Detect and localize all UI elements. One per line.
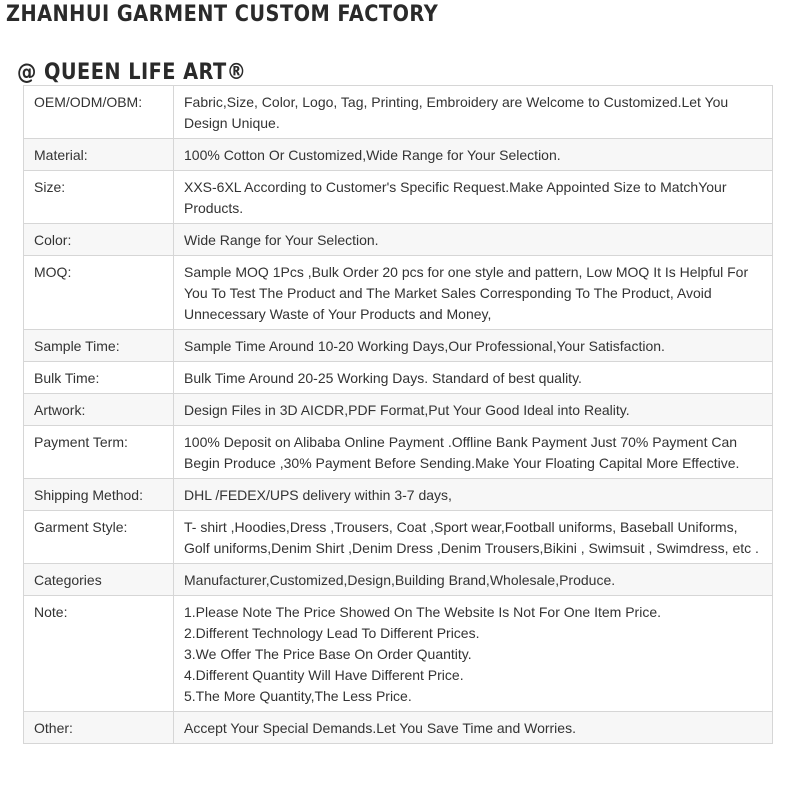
row-label: Color: — [24, 224, 174, 256]
table-row — [24, 256, 773, 330]
row-label: Artwork: — [24, 394, 174, 426]
note-item: 1.Please Note The Price Showed On The Website Is Not For One Item Price. — [184, 604, 661, 620]
row-label: Other: — [24, 712, 174, 744]
table-row — [24, 511, 773, 564]
row-label: Garment Style: — [24, 511, 174, 564]
row-label: Categories — [24, 564, 174, 596]
table-row — [24, 394, 773, 426]
row-label: Note: — [24, 596, 174, 712]
table-row — [24, 171, 773, 224]
table-row — [24, 86, 773, 139]
row-label: Bulk Time: — [24, 362, 174, 394]
brand-subtitle: @ QUEEN LIFE ART® — [17, 60, 247, 85]
row-value: Sample MOQ 1Pcs ,Bulk Order 20 pcs for one style and pattern, Low MOQ It Is Helpful For You To Test The Product and The Market Sales Corresponding To The Product, Avoid Unnecessary Waste of Your Products and Money, — [174, 256, 773, 330]
row-label: Payment Term: — [24, 426, 174, 479]
row-label: Material: — [24, 139, 174, 171]
row-value: XXS-6XL According to Customer's Specific Request.Make Appointed Size to MatchYour Products. — [174, 171, 773, 224]
row-value: Design Files in 3D AICDR,PDF Format,Put Your Good Ideal into Reality. — [174, 394, 773, 426]
row-label: Size: — [24, 171, 174, 224]
table-row — [24, 479, 773, 511]
table-row — [24, 564, 773, 596]
row-label: Sample Time: — [24, 330, 174, 362]
note-list — [174, 596, 773, 712]
row-value: Sample Time Around 10-20 Working Days,Our Professional,Your Satisfaction. — [174, 330, 773, 362]
row-value: 100% Cotton Or Customized,Wide Range for Your Selection. — [174, 139, 773, 171]
row-value: Manufacturer,Customized,Design,Building Brand,Wholesale,Produce. — [174, 564, 773, 596]
row-value: 100% Deposit on Alibaba Online Payment .Offline Bank Payment Just 70% Payment Can Begin Produce ,30% Payment Before Sending.Make Your Floating Capital More Effective. — [174, 426, 773, 479]
table-row — [24, 596, 773, 712]
spec-table — [23, 85, 773, 744]
row-value: DHL /FEDEX/UPS delivery within 3-7 days, — [174, 479, 773, 511]
row-label: OEM/ODM/OBM: — [24, 86, 174, 139]
note-item: 2.Different Technology Lead To Different Prices. — [184, 625, 480, 641]
note-item: 3.We Offer The Price Base On Order Quantity. — [184, 646, 472, 662]
row-value: Wide Range for Your Selection. — [174, 224, 773, 256]
table-row — [24, 426, 773, 479]
table-row — [24, 139, 773, 171]
page-title: ZHANHUI GARMENT CUSTOM FACTORY — [6, 2, 439, 27]
table-row — [24, 712, 773, 744]
table-row — [24, 330, 773, 362]
row-label: MOQ: — [24, 256, 174, 330]
note-item: 5.The More Quantity,The Less Price. — [184, 688, 412, 704]
row-value: Fabric,Size, Color, Logo, Tag, Printing, Embroidery are Welcome to Customized.Let You Design Unique. — [174, 86, 773, 139]
table-row — [24, 224, 773, 256]
row-value: T- shirt ,Hoodies,Dress ,Trousers, Coat ,Sport wear,Football uniforms, Baseball Uniforms, Golf uniforms,Denim Shirt ,Denim Dress ,Denim Trousers,Bikini , Swimsuit , Swimdress, etc . — [174, 511, 773, 564]
row-value: Accept Your Special Demands.Let You Save Time and Worries. — [174, 712, 773, 744]
note-item: 4.Different Quantity Will Have Different Price. — [184, 667, 464, 683]
table-row — [24, 362, 773, 394]
row-label: Shipping Method: — [24, 479, 174, 511]
row-value: Bulk Time Around 20-25 Working Days. Standard of best quality. — [174, 362, 773, 394]
